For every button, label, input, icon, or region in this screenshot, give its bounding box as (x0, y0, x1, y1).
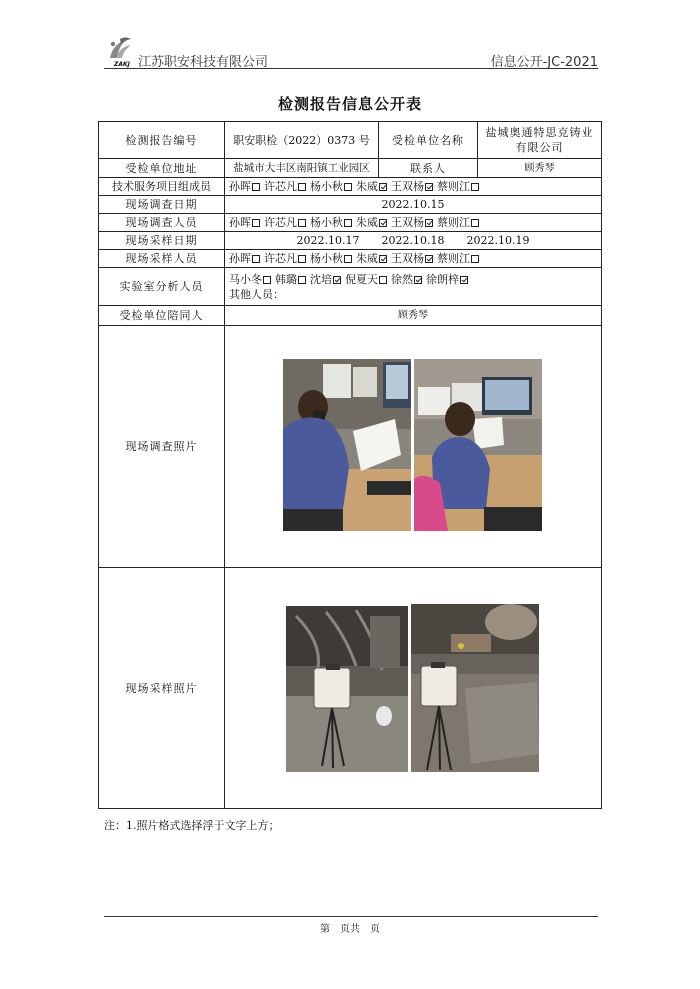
lab-analysts-label: 实验室分析人员 (99, 268, 225, 306)
table-row (99, 214, 602, 232)
survey-date-label: 现场调查日期 (99, 196, 225, 214)
lab-analysts-cell (225, 268, 602, 306)
surveyors-label: 现场调查人员 (99, 214, 225, 232)
person-name: 杨小秋 (310, 216, 343, 229)
checked-checkbox-icon (425, 219, 433, 227)
person-name: 沈培 (310, 272, 332, 286)
unchecked-checkbox-icon (298, 183, 306, 191)
checked-checkbox-icon (379, 219, 387, 227)
checked-checkbox-icon (414, 276, 422, 284)
unchecked-checkbox-icon (298, 255, 306, 263)
team-members-list (225, 178, 602, 196)
person-name: 王双杨 (391, 180, 424, 193)
checked-checkbox-icon (425, 255, 433, 263)
person-name: 徐朗梓 (426, 272, 459, 286)
report-number-value: 职安职检（2022）0373 号 (225, 122, 379, 159)
checked-checkbox-icon (425, 183, 433, 191)
person-name: 朱威 (356, 216, 378, 229)
person-name: 孙晖 (229, 216, 251, 229)
lab-other-staff: 其他人员： (229, 287, 284, 301)
document-code: 信息公开-JC-2021 (490, 55, 598, 70)
survey-photo-1 (283, 359, 411, 531)
person-name: 王双杨 (391, 252, 424, 265)
surveyors-list (225, 214, 602, 232)
person-name: 许芯凡 (264, 252, 297, 265)
person-name: 杨小秋 (310, 180, 343, 193)
unchecked-checkbox-icon (344, 183, 352, 191)
person-name: 朱威 (356, 252, 378, 265)
person-name: 徐然 (391, 272, 413, 286)
header-divider (104, 68, 598, 69)
sampling-photo-1 (286, 606, 408, 772)
person-name: 马小冬 (229, 272, 262, 286)
samplers-list (225, 250, 602, 268)
page-header (104, 34, 598, 70)
person-name: 倪夏天 (345, 272, 378, 286)
client-address-label: 受检单位地址 (99, 159, 225, 178)
unchecked-checkbox-icon (252, 183, 260, 191)
unchecked-checkbox-icon (471, 255, 479, 263)
footnote: 注：1.照片格式选择浮于文字上方； (104, 819, 280, 832)
sampling-date-value: 2022.10.17 2022.10.18 2022.10.19 (225, 232, 602, 250)
escort-label: 受检单位陪同人 (99, 306, 225, 326)
person-name: 孙晖 (229, 252, 251, 265)
logo-text: ZAKJ (114, 61, 130, 68)
unchecked-checkbox-icon (252, 255, 260, 263)
unchecked-checkbox-icon (252, 219, 260, 227)
unchecked-checkbox-icon (471, 219, 479, 227)
person-name: 王双杨 (391, 216, 424, 229)
table-row (99, 326, 602, 568)
table-row (99, 178, 602, 196)
unchecked-checkbox-icon (379, 276, 387, 284)
sampling-date-label: 现场采样日期 (99, 232, 225, 250)
person-name: 许芯凡 (264, 180, 297, 193)
checked-checkbox-icon (379, 183, 387, 191)
table-row (99, 306, 602, 326)
lab-analysts-list (229, 272, 597, 287)
table-row (99, 232, 602, 250)
report-number-label: 检测报告编号 (99, 122, 225, 159)
unchecked-checkbox-icon (471, 183, 479, 191)
footer-divider (104, 916, 598, 917)
company-name: 江苏职安科技有限公司 (138, 55, 269, 70)
unchecked-checkbox-icon (344, 219, 352, 227)
survey-photos-cell (225, 326, 602, 568)
person-name: 蔡则江 (437, 252, 470, 265)
contact-label: 联系人 (379, 159, 478, 178)
unchecked-checkbox-icon (298, 219, 306, 227)
checked-checkbox-icon (333, 276, 341, 284)
table-row (99, 196, 602, 214)
samplers-label: 现场采样人员 (99, 250, 225, 268)
person-name: 蔡则江 (437, 180, 470, 193)
person-name: 朱威 (356, 180, 378, 193)
person-name: 韩璐 (275, 272, 297, 286)
client-address-value: 盐城市大丰区南阳镇工业园区 (225, 159, 379, 178)
checked-checkbox-icon (460, 276, 468, 284)
survey-photo-2 (414, 359, 542, 531)
contact-value: 顾秀琴 (478, 159, 602, 178)
sampling-photo-2 (411, 604, 539, 772)
person-name: 杨小秋 (310, 252, 343, 265)
table-row (99, 250, 602, 268)
unchecked-checkbox-icon (263, 276, 271, 284)
team-members-label: 技术服务项目组成员 (99, 178, 225, 196)
table-row (99, 122, 602, 159)
person-name: 孙晖 (229, 180, 251, 193)
survey-photos-label: 现场调查照片 (99, 326, 225, 568)
table-row (99, 268, 602, 306)
report-info-table (98, 121, 602, 809)
person-name: 蔡则江 (437, 216, 470, 229)
table-row (99, 159, 602, 178)
survey-date-value: 2022.10.15 (225, 196, 602, 214)
client-name-label: 受检单位名称 (379, 122, 478, 159)
sampling-photos-cell (225, 568, 602, 809)
person-name: 许芯凡 (264, 216, 297, 229)
page-footer: 第 页共 页 (320, 924, 380, 935)
unchecked-checkbox-icon (298, 276, 306, 284)
unchecked-checkbox-icon (344, 255, 352, 263)
table-row (99, 568, 602, 809)
page-title: 检测报告信息公开表 (277, 95, 422, 113)
client-name-value: 盐城奥通特思克铸业有限公司 (478, 122, 602, 159)
checked-checkbox-icon (379, 255, 387, 263)
sampling-photos-label: 现场采样照片 (99, 568, 225, 809)
escort-value: 顾秀琴 (225, 306, 602, 326)
